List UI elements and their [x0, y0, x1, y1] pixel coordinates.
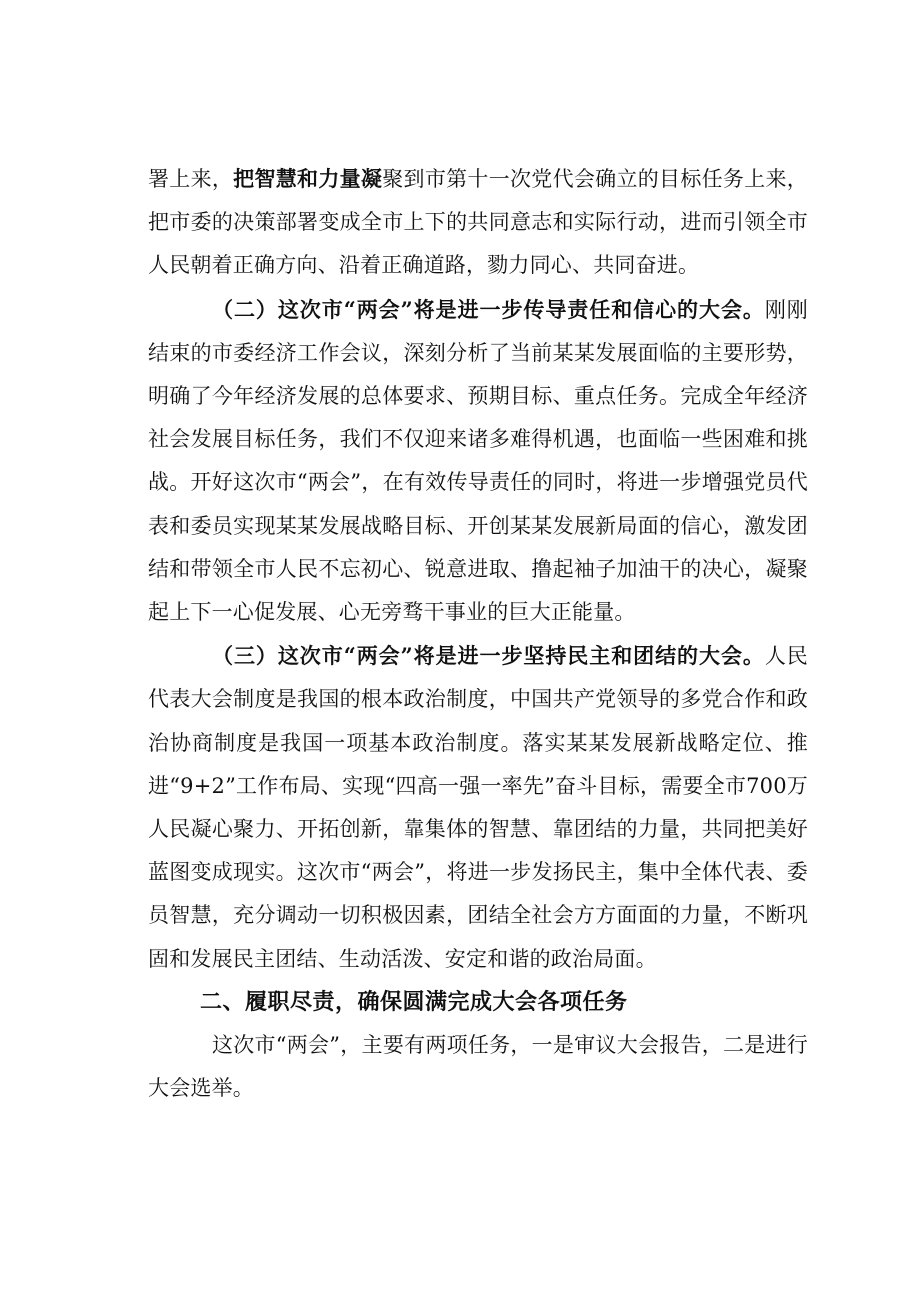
para3-body-text: 人民代表大会制度是我国的根本政治制度，中国共产党领导的多党合作和政治协商制度是我国一项基本政治制度。落实某某发展新战略定位、推进“9+2”工作布局、实现“四高一强一率先”奋斗目标，需要全市700万人民凝心聚力、开拓创新，靠集体的智慧、靠团结的力量，共同把美好蓝图变成现实。这次市“两会”，将进一步发扬民主，集中全体代表、委员智慧，充分调动一切积极因素，团结全社会方方面面的力量，不断巩固和发展民主团结、生动活泼、安定和谐的政治局面。 — [148, 644, 808, 971]
para1-rest-text: 聚到市第十一次党代会确立的目标任务上来，把市委的决策部署变成全市上下的共同意志和实际行动，进而引领全市人民朝着正确方向、沿着正确道路，勠力同心、共同奋进。 — [148, 167, 808, 278]
document-page — [148, 157, 808, 1110]
section-heading-duties: 二、履职尽责，确保圆满完成大会各项任务 — [200, 989, 628, 1015]
paragraph-responsibility-confidence — [148, 288, 808, 635]
paragraph-continuation — [148, 157, 808, 288]
para1-bold-text: 把智慧和力量凝 — [233, 166, 383, 191]
para1-lead-text: 署上来， — [148, 167, 234, 191]
paragraph-tasks: 这次市“两会”，主要有两项任务，一是审议大会报告，二是进行大会选举。 — [148, 1033, 808, 1101]
para2-body-text: 刚刚结束的市委经济工作会议，深刻分析了当前某某发展面临的主要形势，明确了今年经济发展的总体要求、预期目标、重点任务。完成全年经济社会发展目标任务，我们不仅迎来诸多难得机遇，也面临一些困难和挑战。开好这次市“两会”，在有效传导责任的同时，将进一步增强党员代表和委员实现某某发展战略目标、开创某某发展新局面的信心，激发团结和带领全市人民不忘初心、锐意进取、撸起袖子加油干的决心，凝聚起上下一心促发展、心无旁骛干事业的巨大正能量。 — [148, 297, 808, 625]
subheading-responsibility-confidence: （二）这次市“两会”将是进一步传导责任和信心的大会。 — [212, 296, 765, 322]
subheading-democracy-unity: （三）这次市“两会”将是进一步坚持民主和团结的大会。 — [212, 643, 765, 669]
paragraph-democracy-unity — [148, 634, 808, 981]
